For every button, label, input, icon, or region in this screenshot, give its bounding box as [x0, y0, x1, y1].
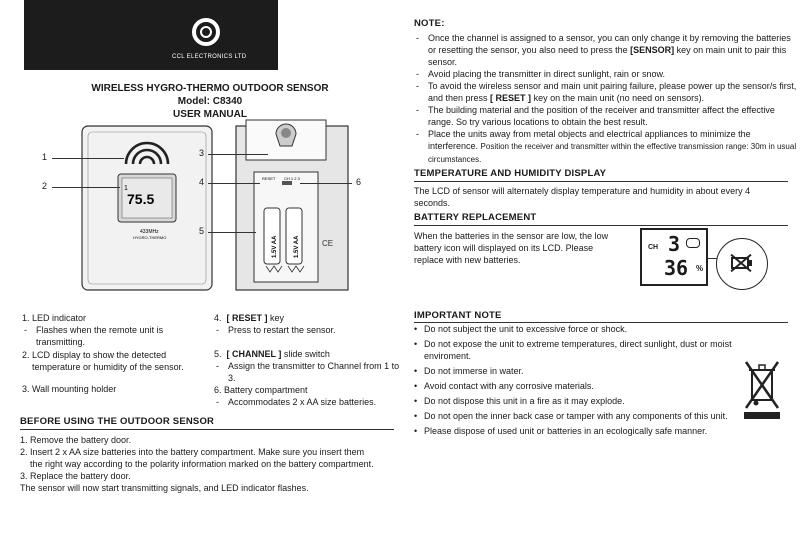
part-5-desc: - Assign the transmitter to Channel from 1 to 3. — [228, 360, 404, 384]
before-steps — [20, 434, 410, 494]
battery-heading: BATTERY REPLACEMENT — [414, 212, 537, 223]
lcd-ch-label: CH — [648, 244, 659, 251]
callout-2-line — [52, 187, 120, 188]
important-item: • Do not immerse in water. — [416, 365, 776, 377]
logo-inner-icon — [200, 26, 212, 38]
callout-3: 3 — [199, 148, 205, 158]
lcd-ch-number: 3 — [668, 232, 681, 256]
temp-text: The LCD of sensor will alternately display temperature and humidity in about every 4 seconds. — [414, 186, 751, 208]
part-1-title: 1. LED indicator — [22, 313, 87, 323]
part-4-title: 4. [ RESET ] key — [214, 313, 285, 323]
callout-4: 4 — [199, 177, 205, 187]
before-step-3: 3. Replace the battery door. — [20, 471, 131, 481]
note-item-1: - Once the channel is assigned to a sensor, you can only change it by removing the batteries or resetting the sensor, you also need to press the [SENSOR] key on main unit to pair this sensor. — [428, 32, 798, 68]
brand-name: CCL ELECTRONICS LTD — [172, 54, 247, 60]
part-6-title: 6. Battery compartment — [214, 385, 308, 395]
part-1-desc: - Flashes when the remote unit is transmitting. — [36, 324, 202, 348]
weee-bin-icon — [742, 360, 784, 426]
callout-3-line — [208, 154, 268, 155]
product-title: WIRELESS HYGRO-THERMO OUTDOOR SENSOR — [91, 83, 329, 94]
before-final: The sensor will now start transmitting signals, and LED indicator flashes. — [20, 483, 309, 493]
before-rule — [20, 429, 394, 430]
important-item: • Please dispose of used unit or batteries in an ecologically safe manner. — [416, 425, 776, 437]
temp-rule — [414, 181, 788, 182]
battery-text: When the batteries in the sensor are low, the low battery icon will displayed on its LCD. Please replace with new batteries. — [414, 231, 609, 265]
lcd-infinity-icon — [686, 238, 700, 248]
temp-heading: TEMPERATURE AND HUMIDITY DISPLAY — [414, 168, 607, 179]
front-lcd-channel: 1 — [124, 185, 128, 192]
part-6-desc: - Accommodates 2 x AA size batteries. — [228, 396, 404, 408]
part-4-desc: - Press to restart the sensor. — [228, 324, 404, 336]
front-device-illustration — [40, 120, 220, 300]
part-3-title: 3. Wall mounting holder — [22, 384, 117, 394]
battery-1-label: 1.5V AA — [272, 235, 278, 258]
lcd-percent-unit: % — [696, 264, 704, 273]
battery-2-label: 1.5V AA — [294, 235, 300, 258]
important-item: • Do not open the inner back case or tamper with any components of this unit. — [416, 410, 776, 422]
callout-6: 6 — [356, 177, 362, 187]
brand-logo — [24, 0, 278, 70]
part-5-title: 5. [ CHANNEL ] slide switch — [214, 349, 330, 359]
front-freq: 433MHz — [140, 229, 159, 235]
low-battery-lcd — [640, 228, 708, 286]
callout-1: 1 — [42, 152, 48, 162]
parts-list-right — [214, 312, 404, 408]
callout-2: 2 — [42, 181, 48, 191]
important-item: • Do not dispose this unit in a fire as it may explode. — [416, 395, 776, 407]
ce-mark-icon: CE — [322, 239, 334, 248]
manual-label: USER MANUAL — [173, 109, 247, 120]
note-item-2: - Avoid placing the transmitter in direct sunlight, rain or snow. — [428, 68, 798, 80]
model-number: Model: C8340 — [177, 96, 243, 107]
back-reset-label: RESET — [262, 176, 276, 181]
note-item-3: - To avoid the wireless sensor and main unit pairing failure, please power up the sensor/s first, and then press [ RESET ] key on the main unit (no need on sensors). — [428, 80, 798, 104]
part-2-title: 2. LCD display to show the detected temperature or humidity of the sensor. — [22, 350, 184, 372]
before-step-2b: the right way according to the polarity information marked on the battery compartment. — [30, 459, 374, 469]
callout-1-line — [52, 158, 124, 159]
note-heading: NOTE: — [414, 18, 445, 29]
callout-4-line — [208, 183, 260, 184]
before-step-2a: 2. Insert 2 x AA size batteries into the battery compartment. Make sure you insert them — [20, 447, 365, 457]
back-channel-label: CH 1 2 3 — [284, 176, 300, 181]
important-heading: IMPORTANT NOTE — [414, 310, 502, 321]
before-step-1: 1. Remove the battery door. — [20, 435, 132, 445]
front-brand: HYGRO-THERMO — [133, 235, 167, 240]
important-list — [416, 323, 776, 437]
note-item-4: - The building material and the position of the receiver and transmitter affect the effective range. So try various locations to obtain the best result. — [428, 104, 798, 128]
callout-5-line — [208, 232, 256, 233]
front-lcd-value: 75.5 — [127, 191, 155, 207]
important-item: • Do not subject the unit to excessive force or shock. — [416, 323, 776, 335]
note-list — [414, 32, 798, 166]
lcd-humidity-value: 36 — [664, 256, 689, 280]
parts-list-left — [22, 312, 202, 395]
note-item-5: - Place the units away from metal objects and electrical appliances to minimize the interference. Position the receiver and transmitter within the effective transmission range: 30m in usual circumstances. — [428, 128, 798, 166]
important-item: • Avoid contact with any corrosive materials. — [416, 380, 776, 392]
callout-5: 5 — [199, 226, 205, 236]
important-item: • Do not expose the unit to extreme temperatures, direct sunlight, dust or moist enviroment. — [416, 338, 776, 362]
back-device-illustration — [210, 118, 360, 302]
before-heading: BEFORE USING THE OUTDOOR SENSOR — [20, 416, 215, 427]
low-battery-callout — [716, 238, 768, 290]
channel-slide-switch — [282, 181, 292, 185]
battery-rule — [414, 225, 788, 226]
callout-6-line — [300, 183, 352, 184]
